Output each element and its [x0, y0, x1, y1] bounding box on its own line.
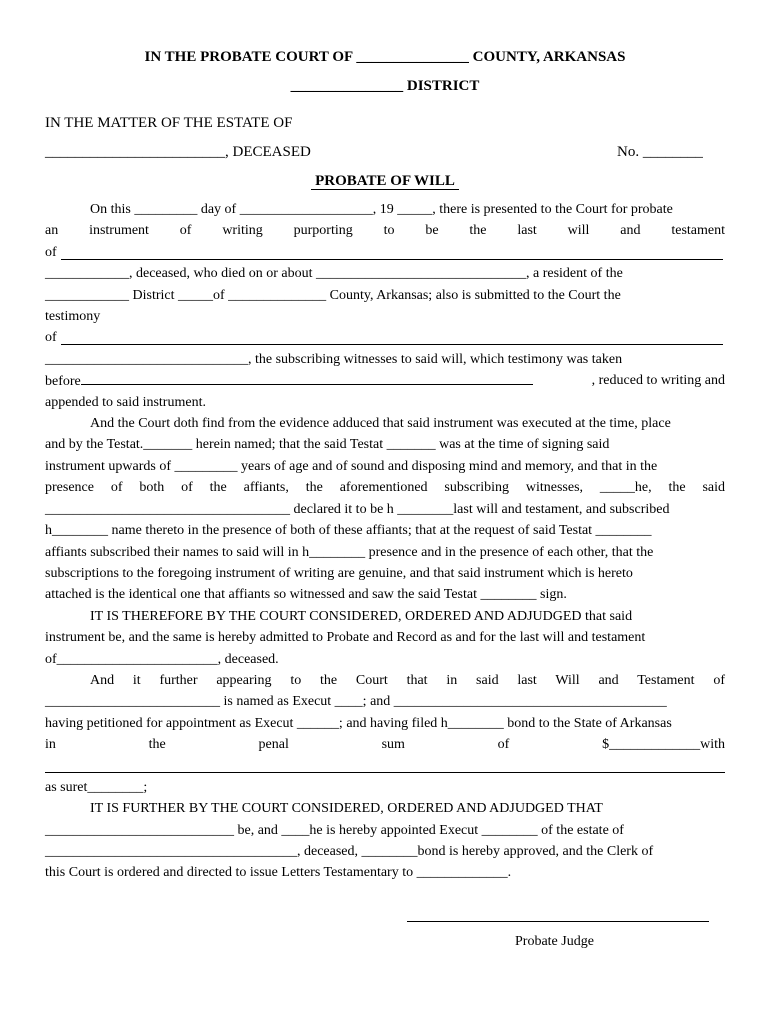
document-title — [45, 172, 725, 190]
title-text: PROBATE OF WILL — [311, 173, 459, 190]
body-line-1: On this _________ day of ___________________, 19 _____, there is presented to the Court for probate — [90, 202, 673, 217]
court-heading: IN THE PROBATE COURT OF _______________ COUNTY, ARKANSAS — [144, 49, 626, 65]
body-line-21: instrument be, and the same is hereby admitted to Probate and Record as and for the last will and testament — [45, 630, 646, 645]
body-line-8: _____________________________, the subscribing witnesses to said will, which testimony was taken — [45, 352, 623, 367]
body-line-18: subscriptions to the foregoing instrument of writing are genuine, and that said instrument which is hereto — [45, 566, 633, 581]
body-line-13: instrument upwards of _________ years of age and of sound and disposing mind and memory, and that in the — [45, 459, 658, 474]
body-line-6: testimony — [45, 309, 101, 324]
of-label-1: of — [45, 245, 57, 260]
body-line-4: ____________, deceased, who died on or about ______________________________, a resident of the — [45, 266, 623, 281]
body-line-11: And the Court doth find from the evidence adduced that said instrument was executed at the time, place — [90, 416, 671, 431]
body-line-9 — [45, 372, 725, 391]
body-line-5: ____________ District _____of ______________ County, Arkansas; also is submitted to the Court the — [45, 288, 621, 303]
body-line-15: ___________________________________ declared it to be h ________last will and testament, and subscribed — [45, 502, 670, 517]
of-label-2: of — [45, 330, 57, 345]
deceased-line: ________________________, DECEASED — [45, 144, 311, 160]
body-line-26: in the penal sum of $_____________with — [45, 737, 725, 752]
body-line-20: IT IS THEREFORE BY THE COURT CONSIDERED, ORDERED AND ADJUDGED that said — [90, 609, 633, 624]
blank-rule — [81, 372, 533, 385]
blank-rule — [61, 344, 723, 345]
signature-line — [407, 921, 709, 922]
body-line-19: attached is the identical one that affiants so witnessed and saw the said Testat ________ sign. — [45, 587, 567, 602]
body-line-25: having petitioned for appointment as Execut ______; and having filed h________ bond to the State of Arkansas — [45, 716, 672, 731]
blank-rule — [45, 772, 725, 773]
body-line-12: and by the Testat._______ herein named; that the said Testat _______ was at the time of signing said — [45, 437, 610, 452]
probate-judge-label: Probate Judge — [515, 934, 594, 949]
body-line-16: h________ name thereto in the presence of both of these affiants; that at the request of said Testat ________ — [45, 523, 652, 538]
body-line-28: IT IS FURTHER BY THE COURT CONSIDERED, ORDERED AND ADJUDGED THAT — [90, 801, 603, 816]
body-line-24: _________________________ is named as Execut ____; and _______________________________________ — [45, 694, 667, 709]
body-line-17: affiants subscribed their names to said will in h________ presence and in the presence of each other, that the — [45, 545, 654, 560]
body-line-30: ____________________________________, deceased, ________bond is hereby approved, and the Clerk of — [45, 844, 654, 859]
body-line-27: as suret________; — [45, 780, 148, 795]
before-label: before — [45, 374, 81, 389]
body-line-10: appended to said instrument. — [45, 395, 206, 410]
body-line-23: And it further appearing to the Court that in said last Will and Testament of — [90, 673, 725, 688]
body-line-2: an instrument of writing purporting to be the last will and testament — [45, 223, 725, 238]
body-line-14: presence of both of the affiants, the aforementioned subscribing witnesses, _____he, the said — [45, 480, 725, 495]
district-heading: _______________ DISTRICT — [290, 78, 480, 94]
body-line-29: ___________________________ be, and ____he is hereby appointed Execut ________ of the estate of — [45, 823, 624, 838]
body-line-22: of_______________________, deceased. — [45, 652, 279, 667]
blank-rule — [61, 259, 723, 260]
estate-matter: IN THE MATTER OF THE ESTATE OF — [45, 115, 293, 131]
case-number: No. ________ — [617, 144, 703, 160]
body-line-31: this Court is ordered and directed to issue Letters Testamentary to _____________. — [45, 865, 512, 880]
reduced-text: , reduced to writing and — [591, 373, 725, 388]
